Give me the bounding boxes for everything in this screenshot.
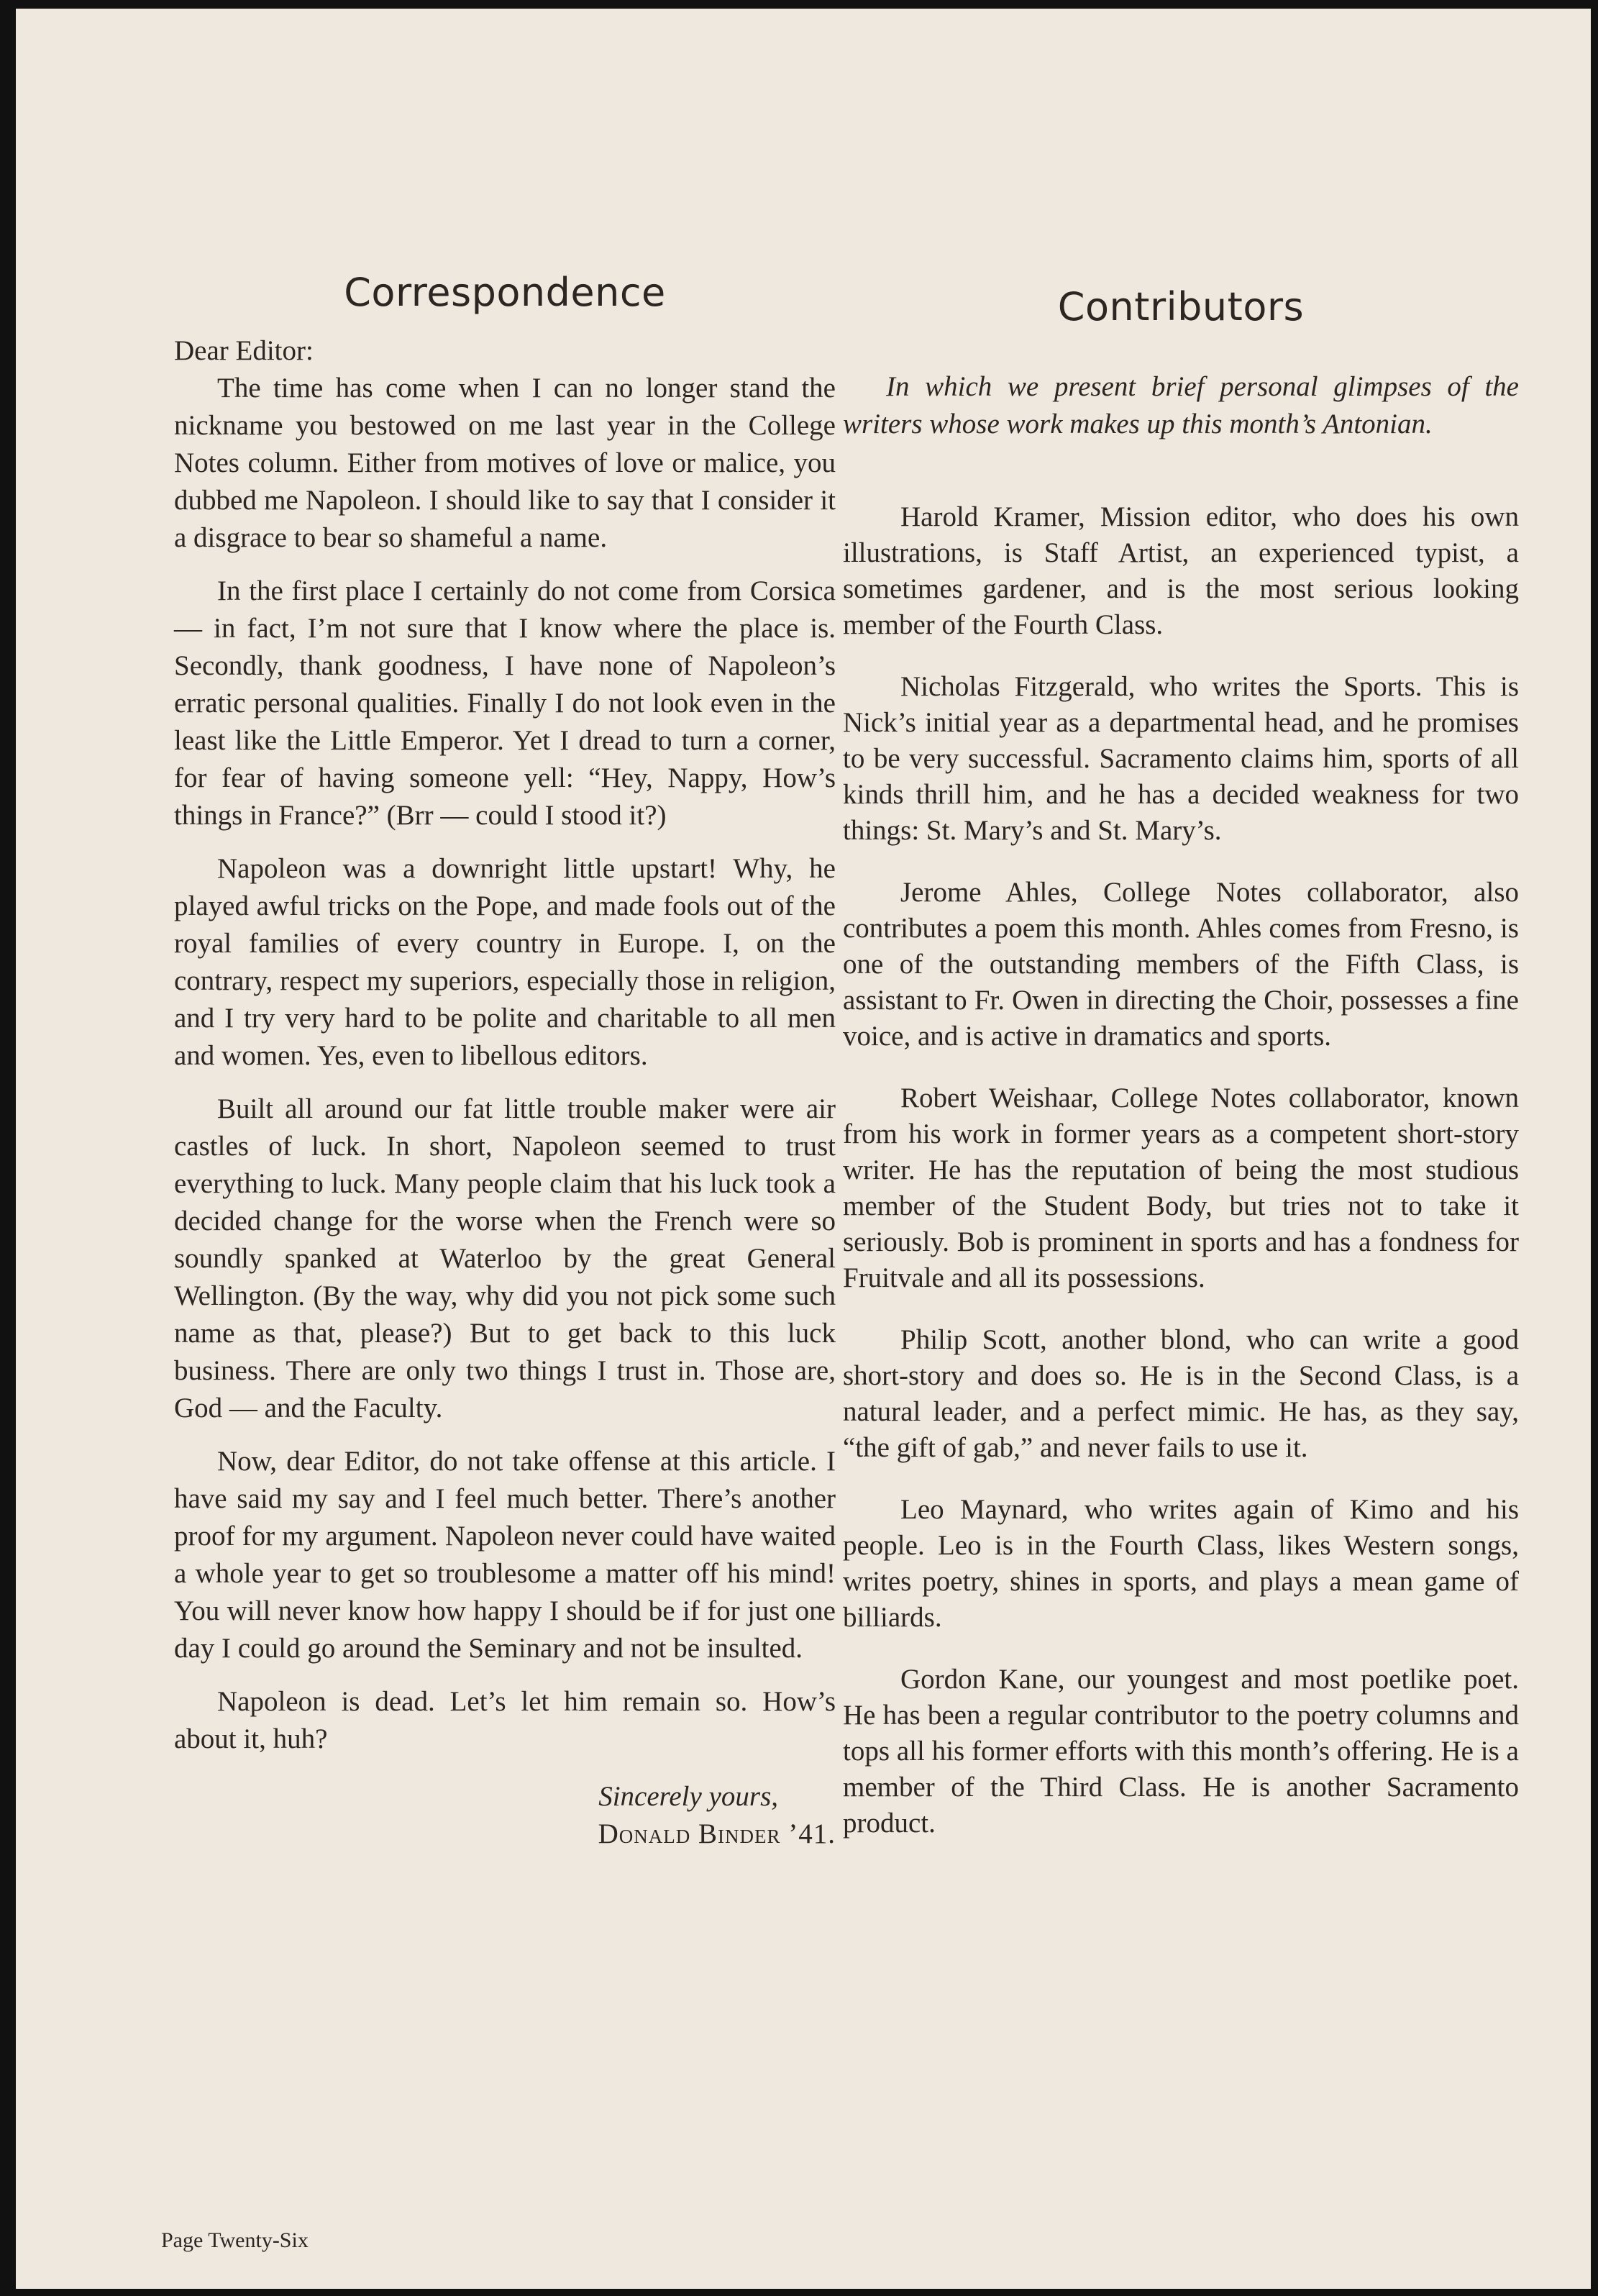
contributor-bio: Jerome Ahles, College Notes collaborator, also contributes a poem this month. Ahles comes from Fresno, is one of the outstanding members of the Fifth Class, is assistant to Fr. Owen in directing the Choir, possesses a fine voice, and is active in dramatics and sports. — [843, 877, 1519, 1052]
letter-paragraph: Now, dear Editor, do not take offense at this article. I have said my say and I feel much better. There’s another proof for my argument. Napoleon never could have waited a whole year to get so troublesome a matter off his mind! You will never know how happy I should be if for just one day I could go around the Seminary and not be insulted. — [174, 1446, 836, 1664]
letter-signature: Donald Binder ’41. — [598, 1818, 836, 1849]
contributor-bio: Gordon Kane, our youngest and most poetlike poet. He has been a regular contributor to the poetry columns and tops all his former efforts with this month’s offering. He is a member of the Third Class. He is another Sacramento product. — [843, 1664, 1519, 1839]
contributor-bio: Philip Scott, another blond, who can write a good short-story and does so. He is in the Second Class, is a natural leader, and a perfect mimic. He has, as they say, “the gift of gab,” and never fails to use it. — [843, 1324, 1519, 1463]
letter-paragraph: Napoleon is dead. Let’s let him remain so. How’s about it, huh? — [174, 1686, 836, 1754]
contributor-bio: Leo Maynard, who writes again of Kimo and his people. Leo is in the Fourth Class, likes Western songs, writes poetry, shines in sports, and plays a mean game of billiards. — [843, 1494, 1519, 1633]
magazine-page — [16, 9, 1591, 2289]
letter-paragraph: The time has come when I can no longer stand the nickname you bestowed on me last year in the College Notes column. Either from motives of love or malice, you dubbed me Napoleon. I should like to say that I consider it a disgrace to bear so shameful a name. — [174, 373, 836, 553]
letter-valediction: Sincerely yours, — [598, 1781, 778, 1812]
letter-closing — [174, 1778, 836, 1853]
letter-salutation: Dear Editor: — [174, 335, 314, 366]
letter-paragraph: Napoleon was a downright little upstart! Why, he played awful tricks on the Pope, and made fools out of the royal families of every country in Europe. I, on the contrary, respect my superiors, especially those in religion, and I try very hard to be polite and charitable to all men and women. Yes, even to libellous editors. — [174, 853, 836, 1071]
letter-paragraph: Built all around our fat little trouble maker were air castles of luck. In short, Napoleon seemed to trust everything to luck. Many people claim that his luck took a decided change for the worse when the French were so soundly spanked at Waterloo by the great General Wellington. (By the way, why did you not pick some such name as that, please?) But to get back to this luck business. There are only two things I trust in. Those are, God — and the Faculty. — [174, 1093, 836, 1423]
letter-paragraph: In the first place I certainly do not come from Corsica — in fact, I’m not sure that I know where the place is. Secondly, thank goodness, I have none of Napoleon’s erratic personal qualities. Finally I do not look even in the least like the Little Emperor. Yet I dread to turn a corner, for fear of having someone yell: “Hey, Nappy, How’s things in France?” (Brr — could I stood it?) — [174, 575, 836, 831]
contributor-bio: Harold Kramer, Mission editor, who does his own illustrations, is Staff Artist, an experienced typist, a sometimes gardener, and is the most serious looking member of the Fourth Class. — [843, 501, 1519, 640]
page-number-footer: Page Twenty-Six — [161, 2228, 309, 2252]
contributors-heading: Contributors — [1057, 284, 1305, 329]
correspondence-column — [174, 268, 836, 1853]
contributor-bio: Nicholas Fitzgerald, who writes the Sports. This is Nick’s initial year as a departmental head, and he promises to be very successful. Sacramento claims him, sports of all kinds thrill him, and he has a decided weakness for two things: St. Mary’s and St. Mary’s. — [843, 671, 1519, 846]
contributors-column — [843, 282, 1519, 1867]
contributor-bio: Robert Weishaar, College Notes collaborator, known from his work in former years as a competent short-story writer. He has the reputation of being the most studious member of the Student Body, but tries not to take it seriously. Bob is prominent in sports and has a fondness for Fruitvale and all its possessions. — [843, 1083, 1519, 1293]
correspondence-heading: Correspondence — [344, 270, 666, 315]
contributors-intro: In which we present brief personal glimpses of the writers whose work makes up this month’s Antonian. — [843, 371, 1519, 439]
